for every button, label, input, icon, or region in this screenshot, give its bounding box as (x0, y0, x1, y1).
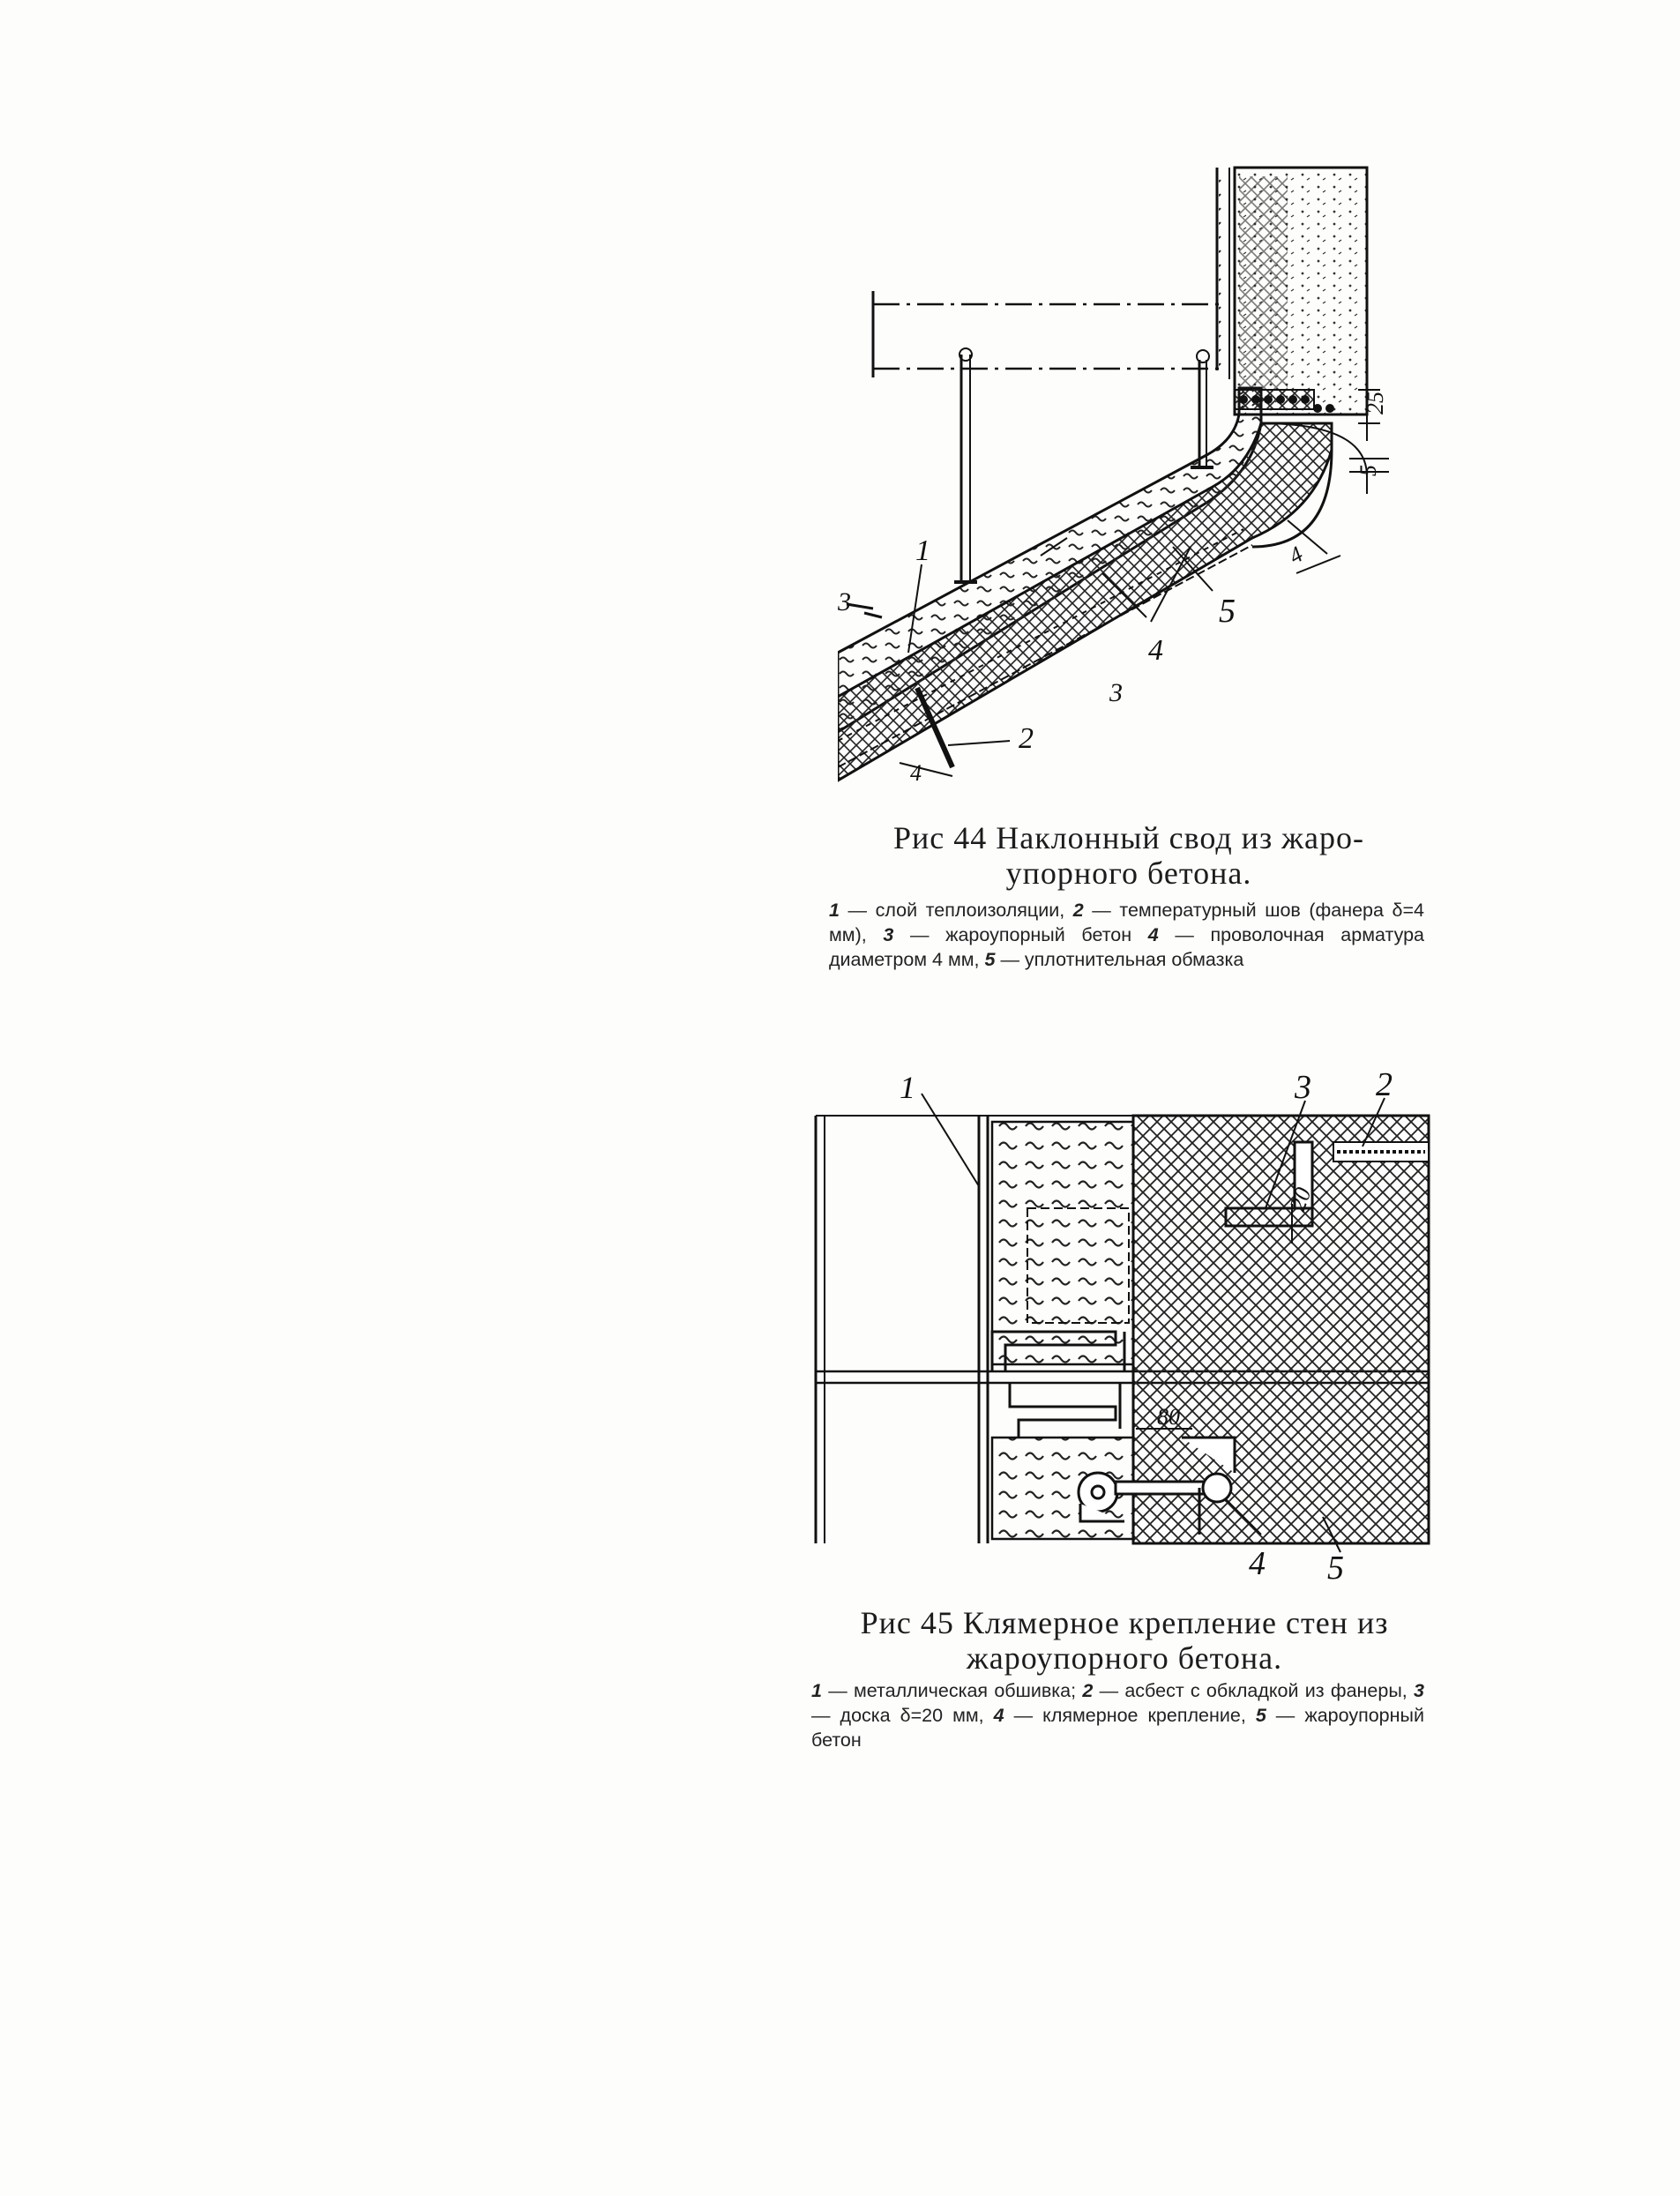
legend-item: 3 — жароупорный бетон (883, 924, 1148, 945)
label-1: 1 (915, 534, 930, 567)
dim-80: 80 (1157, 1404, 1180, 1430)
label-2: 2 (1019, 722, 1034, 755)
label-45-2: 2 (1376, 1066, 1393, 1103)
refractory-concrete (1133, 1116, 1429, 1543)
legend-item: 4 — клямерное крепление, (993, 1705, 1256, 1726)
label-4: 4 (1148, 634, 1163, 667)
figure-45-caption: Рис 45 Клямерное крепление стен из жароупорного бетона. (860, 1605, 1389, 1676)
label-45-4: 4 (1249, 1545, 1266, 1582)
dim-5: 5 (1355, 465, 1381, 476)
legend-item: 5 — уплотнительная обмазка (984, 949, 1244, 970)
label-3: 3 (1109, 678, 1123, 707)
dim-25: 25 (1363, 392, 1388, 415)
legend-item: 4 — проволочная арматура диаметром 4 мм, (829, 924, 1425, 970)
label-5: 5 (1219, 593, 1236, 630)
figure-44-drawing (838, 159, 1420, 794)
asbestos-layer (1333, 1142, 1429, 1161)
sloped-vault (838, 388, 1367, 781)
legend-item: 2 — температурный шов (фанера δ=4 мм), (829, 900, 1424, 945)
insulation-top (992, 1122, 1133, 1364)
figure-45-drawing (811, 1058, 1437, 1596)
legend-item: 1 — слой теплоизоляции, (829, 900, 1073, 921)
label-45-3: 3 (1295, 1069, 1311, 1106)
label-45-5: 5 (1327, 1550, 1344, 1587)
legend-item: 1 — металлическая обшивка; (811, 1680, 1083, 1701)
dim-20: 20 (1284, 1184, 1317, 1215)
figure-45-legend (811, 1678, 1424, 1752)
dim-4-lower: 4 (910, 760, 922, 786)
legend-item: 3 — доска δ=20 мм, (811, 1680, 1424, 1726)
section-mark (847, 604, 882, 617)
dim-4: 4 (1284, 541, 1308, 570)
label-section: 3 (838, 587, 851, 616)
upper-wall (1217, 168, 1367, 415)
legend-item: 2 — асбест с обкладкой из фанеры, (1082, 1680, 1415, 1701)
label-45-1: 1 (900, 1070, 915, 1105)
figure-44-legend (829, 898, 1424, 972)
figure-44-caption: Рис 44 Наклонный свод из жаро-упорного бетона. (892, 820, 1365, 891)
legend-item: 5 — жароупорный бетон (811, 1705, 1424, 1751)
